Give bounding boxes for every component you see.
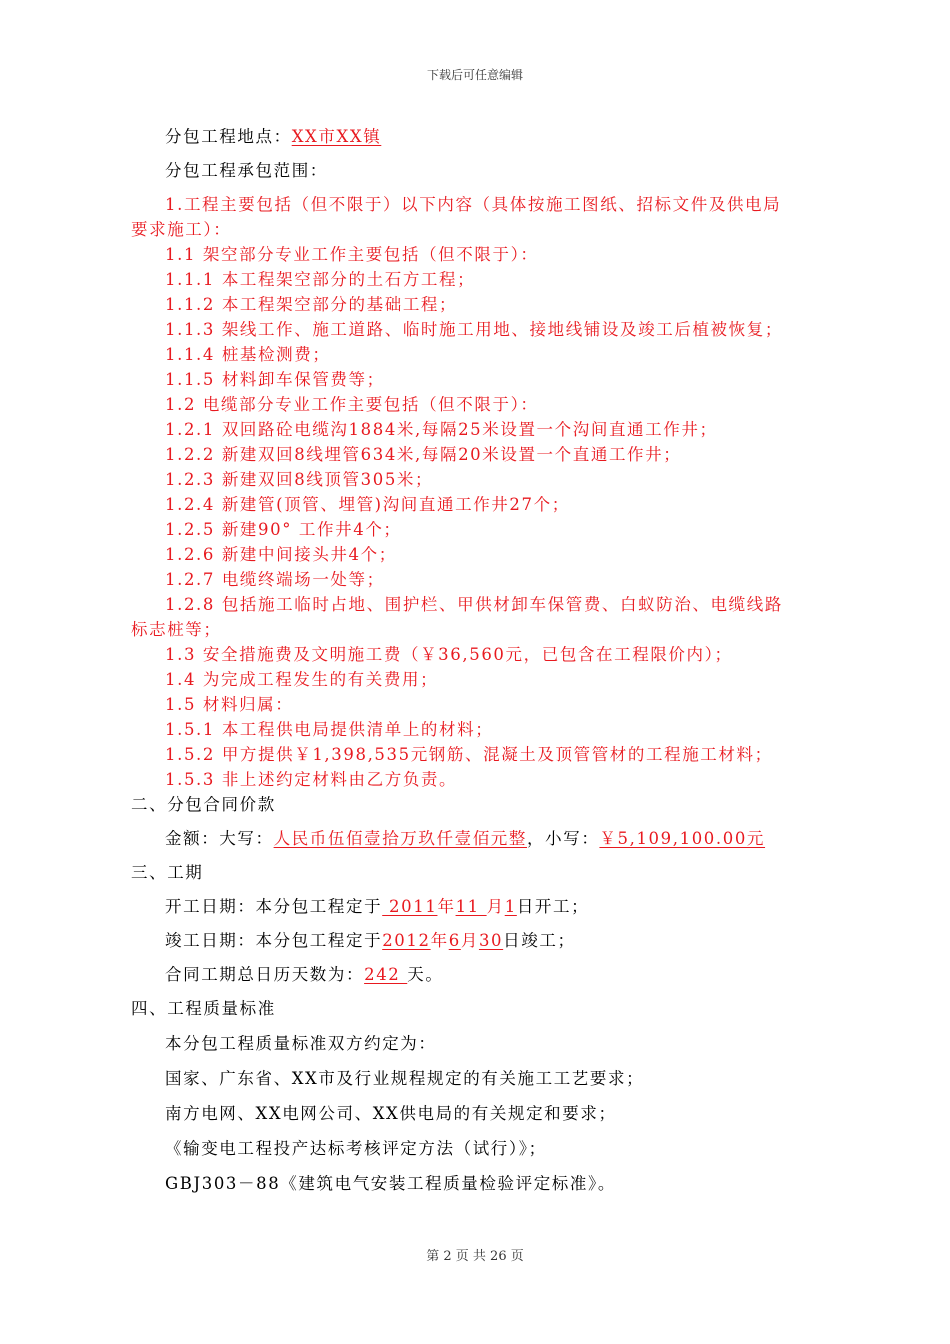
price-heading: 二、分包合同价款 xyxy=(131,795,276,814)
end-month: 6 xyxy=(448,931,461,950)
item-1-2-6: 1.2.6 新建中间接头井4个； xyxy=(165,545,397,564)
start-year-unit: 年 xyxy=(437,897,456,916)
item-1-2-8-line2: 标志桩等； xyxy=(131,620,222,639)
start-date-suffix: 日开工； xyxy=(516,897,590,916)
item-1-5-1: 1.5.1 本工程供电局提供清单上的材料； xyxy=(165,720,494,739)
item-1-2-2: 1.2.2 新建双回8线埋管634米,每隔20米设置一个直通工作井； xyxy=(165,445,682,464)
item-1-5-2: 1.5.2 甲方提供￥1,398,535元钢筋、混凝土及顶管管材的工程施工材料； xyxy=(165,745,773,764)
price-label: 金额：大写： xyxy=(165,829,274,848)
item-1-1-3: 1.1.3 架线工作、施工道路、临时施工用地、接地线铺设及竣工后植被恢复； xyxy=(165,320,783,339)
item-1-2-1: 1.2.1 双回路砼电缆沟1884米,每隔25米设置一个沟间直通工作井； xyxy=(165,420,718,439)
end-year-unit: 年 xyxy=(430,931,449,950)
item-1-1-2: 1.1.2 本工程架空部分的基础工程； xyxy=(165,295,458,314)
item-1-1: 1.1 架空部分专业工作主要包括（但不限于）： xyxy=(165,245,539,264)
header-note: 下载后可任意编辑 xyxy=(426,68,523,82)
end-date-suffix: 日竣工； xyxy=(503,931,576,950)
item-1-2-7: 1.2.7 电缆终端场一处等； xyxy=(165,570,385,589)
total-days-value: 242 xyxy=(364,965,408,984)
quality-line-1: 本分包工程质量标准双方约定为： xyxy=(165,1034,437,1053)
start-day: 1 xyxy=(504,897,517,916)
item-1-2-5: 1.2.5 新建90° 工作井4个； xyxy=(165,520,402,539)
total-days-line xyxy=(165,964,443,986)
location-value: XX市XX镇 xyxy=(291,127,382,146)
item-1-2-4: 1.2.4 新建管(顶管、埋管)沟间直通工作井27个； xyxy=(165,495,570,514)
quality-line-2: 国家、广东省、XX市及行业规程规定的有关施工工艺要求； xyxy=(165,1069,645,1088)
quality-line-5: GBJ303－88《建筑电气安装工程质量检验评定标准》。 xyxy=(165,1174,616,1193)
page-number: 第 2 页 共 26 页 xyxy=(426,1249,524,1264)
scope-intro-line2: 要求施工）： xyxy=(131,220,232,239)
quality-line-3: 南方电网、XX电网公司、XX供电局的有关规定和要求； xyxy=(165,1104,617,1123)
quality-heading: 四、工程质量标准 xyxy=(131,999,276,1018)
total-days-label: 合同工期总日历天数为： xyxy=(165,965,365,984)
price-separator: ，小写： xyxy=(527,829,600,848)
item-1-1-1: 1.1.1 本工程架空部分的土石方工程； xyxy=(165,270,476,289)
end-date-label: 竣工日期：本分包工程定于 xyxy=(165,931,383,950)
start-month-unit: 月 xyxy=(486,897,505,916)
price-upper-value: 人民币伍佰壹拾万玖仟壹佰元整 xyxy=(273,829,528,848)
item-1-5-3: 1.5.3 非上述约定材料由乙方负责。 xyxy=(165,770,458,789)
period-heading: 三、工期 xyxy=(131,863,204,882)
item-1-2-3: 1.2.3 新建双回8线顶管305米； xyxy=(165,470,434,489)
price-line xyxy=(165,828,765,850)
quality-line-4: 《输变电工程投产达标考核评定方法（试行）》； xyxy=(165,1139,547,1158)
item-1-1-5: 1.1.5 材料卸车保管费等； xyxy=(165,370,385,389)
end-year: 2012 xyxy=(382,931,431,950)
end-day: 30 xyxy=(478,931,504,950)
start-date-label: 开工日期：本分包工程定于 xyxy=(165,897,383,916)
location-label: 分包工程地点： xyxy=(165,127,292,146)
end-month-unit: 月 xyxy=(460,931,479,950)
scope-intro-line1: 1.工程主要包括（但不限于）以下内容（具体按施工图纸、招标文件及供电局 xyxy=(165,195,782,214)
price-lower-value: ￥5,109,100.00元 xyxy=(599,829,766,848)
total-days-suffix: 天。 xyxy=(407,965,444,984)
item-1-3: 1.3 安全措施费及文明施工费（￥36,560元，已包含在工程限价内）； xyxy=(165,645,733,664)
end-date-line xyxy=(165,930,576,952)
item-1-1-4: 1.1.4 桩基检测费； xyxy=(165,345,331,364)
start-year: 2011 xyxy=(382,897,438,916)
item-1-5: 1.5 材料归属： xyxy=(165,695,294,714)
item-1-2-8-line1: 1.2.8 包括施工临时占地、围护栏、甲供材卸车保管费、白蚁防治、电缆线路 xyxy=(165,595,783,614)
start-date-line xyxy=(165,896,589,918)
item-1-4: 1.4 为完成工程发生的有关费用； xyxy=(165,670,439,689)
scope-title: 分包工程承包范围： xyxy=(165,161,328,180)
location-line xyxy=(165,126,381,148)
start-month: 11 xyxy=(455,897,487,916)
item-1-2: 1.2 电缆部分专业工作主要包括（但不限于）： xyxy=(165,395,539,414)
